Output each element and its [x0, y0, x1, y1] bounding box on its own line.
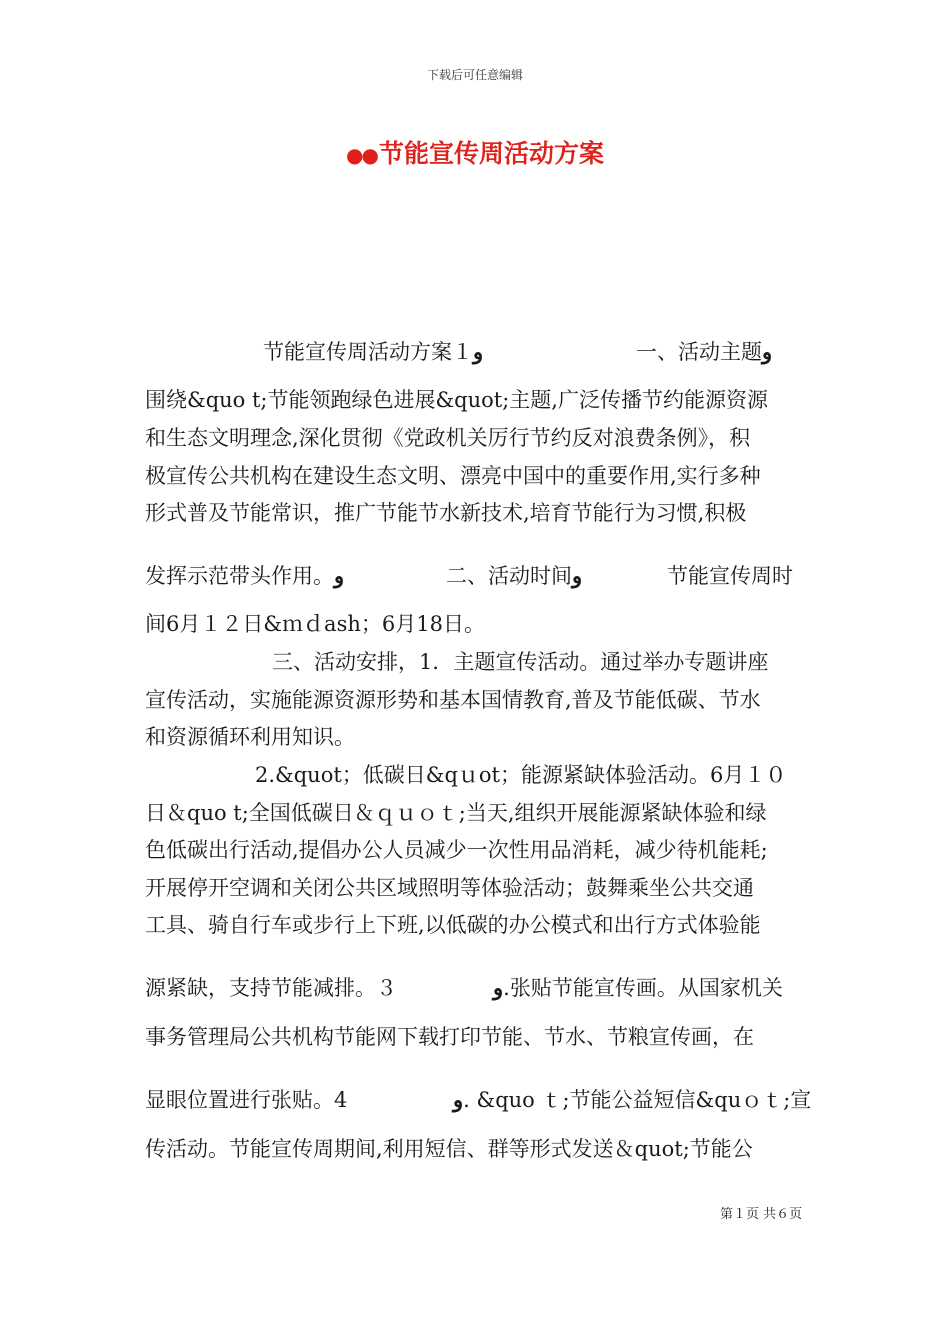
- paragraph-line: 形式普及节能常识，推广节能节水新技术,培育节能行为习惯,积极: [145, 501, 747, 525]
- line-text: .张贴节能宣传画。从国家机关: [503, 976, 783, 1000]
- arabic-mark: و: [762, 339, 773, 364]
- paragraph-line: 2.&quot；低碳日&qｕot；能源紧缺体验活动。6月１０: [255, 763, 787, 787]
- paragraph-line: 传活动。节能宣传周期间,利用短信、群等形式发送＆quot;节能公: [145, 1137, 753, 1161]
- paragraph-line: [263, 336, 483, 366]
- section-heading: 一、活动主题: [636, 340, 762, 364]
- paragraph-line: 三、活动安排，1．主题宣传活动。通过举办专题讲座: [272, 650, 769, 674]
- paragraph-line: [636, 336, 772, 366]
- title-text: 节能宣传周活动方案: [378, 139, 604, 168]
- arabic-mark: و: [572, 563, 583, 588]
- section-heading: 二、活动时间: [446, 564, 572, 588]
- title-marks: ●●: [346, 143, 377, 167]
- paragraph-line: 极宣传公共机构在建设生态文明、漂亮中国中的重要作用,实行多种: [145, 464, 761, 488]
- paragraph-line: 源紧缺，支持节能减排。３: [145, 976, 397, 1000]
- paragraph-line: 围绕&quo t;节能领跑绿色进展&quot;主题,广泛传播节约能源资源: [145, 388, 768, 412]
- paragraph-line: [145, 560, 344, 590]
- line-text: 发挥示范带头作用。: [145, 564, 334, 588]
- arabic-mark: و: [334, 563, 345, 588]
- arabic-mark: و: [493, 975, 504, 1000]
- arabic-mark: و: [453, 1087, 464, 1112]
- arabic-mark: و: [473, 339, 484, 364]
- paragraph-line: 开展停开空调和关闭公共区域照明等体验活动；鼓舞乘坐公共交通: [145, 876, 754, 900]
- paragraph-line: 和生态文明理念,深化贯彻《党政机关厉行节约反对浪费条例》，积: [145, 426, 751, 450]
- document-title: [0, 134, 950, 170]
- paragraph-line: [493, 972, 783, 1002]
- paragraph-line: [446, 560, 582, 590]
- paragraph-line: 事务管理局公共机构节能网下载打印节能、节水、节粮宣传画，在: [145, 1025, 754, 1049]
- page-footer: 第１页 共６页: [720, 1207, 803, 1222]
- paragraph-line: 显眼位置进行张贴。4: [145, 1088, 348, 1112]
- paragraph-line: [453, 1084, 811, 1114]
- paragraph-line: 宣传活动，实施能源资源形势和基本国情教育,普及节能低碳、节水: [145, 688, 761, 712]
- line-text: . &quo ｔ;节能公益短信&quｏｔ;宣: [463, 1088, 812, 1112]
- line-text: 节能宣传周活动方案１: [263, 340, 473, 364]
- paragraph-line: 工具、骑自行车或步行上下班,以低碳的办公模式和出行方式体验能: [145, 913, 761, 937]
- paragraph-line: 节能宣传周时: [667, 564, 793, 588]
- paragraph-line: 日＆quo t;全国低碳日＆ｑｕｏｔ;当天,组织开展能源紧缺体验和绿: [145, 801, 767, 825]
- paragraph-line: 色低碳出行活动,提倡办公人员减少一次性用品消耗，减少待机能耗;: [145, 838, 768, 862]
- paragraph-line: 和资源循环利用知识。: [145, 725, 355, 749]
- header-note: 下载后可任意编辑: [426, 68, 523, 82]
- paragraph-line: 间6月１２日&ｍｄash；6月18日。: [145, 612, 485, 636]
